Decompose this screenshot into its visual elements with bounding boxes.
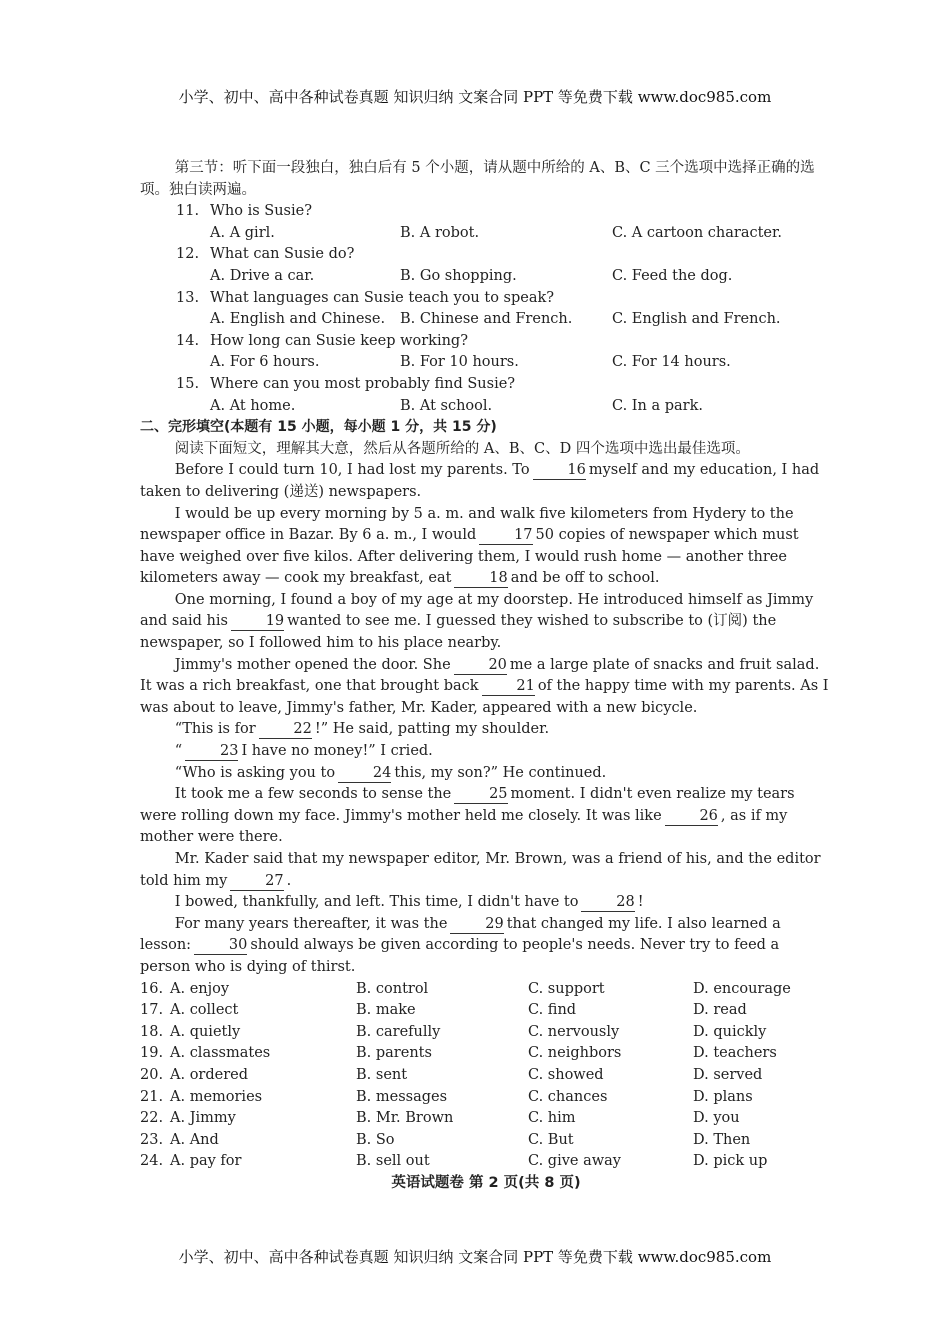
paragraph-8: It took me a few seconds to sense the 25 moment. I didn't even realize my tears were rolling down my face. Jimmy's mother held me closely. It was like 26 , as if my mother were there. [140, 786, 795, 846]
choice-row [140, 1065, 832, 1087]
blank-24[interactable]: 24 [338, 764, 391, 783]
choice-c[interactable]: C. support [528, 980, 605, 997]
choice-row [140, 1108, 832, 1130]
choice-a[interactable]: A. ordered [170, 1066, 249, 1083]
choice-row [140, 1130, 832, 1152]
site-banner-bottom: 小学、初中、高中各种试卷真题 知识归纳 文案合同 PPT 等免费下载 www.doc985.com [178, 1248, 772, 1266]
choice-number: 24. [140, 1153, 164, 1170]
option-a[interactable]: A. Drive a car. [210, 267, 315, 284]
choice-row [140, 1087, 832, 1109]
choice-c[interactable]: C. find [528, 1002, 577, 1019]
question-options [140, 352, 832, 374]
choice-b[interactable]: B. sell out [356, 1153, 430, 1170]
question-number: 13. [176, 289, 200, 306]
choice-b[interactable]: B. parents [356, 1045, 432, 1062]
choice-number: 16. [140, 980, 164, 997]
choice-b[interactable]: B. Mr. Brown [356, 1110, 454, 1127]
choice-c[interactable]: C. showed [528, 1066, 604, 1083]
choice-number: 20. [140, 1066, 164, 1083]
option-a[interactable]: A. English and Chinese. [210, 311, 386, 328]
choice-c[interactable]: C. neighbors [528, 1045, 622, 1062]
question-text: Who is Susie? [210, 203, 312, 220]
option-a[interactable]: A. For 6 hours. [210, 354, 320, 371]
cloze-choices [140, 979, 832, 1173]
paragraph-3: One morning, I found a boy of my age at my doorstep. He introduced himself as Jimmy and said his 19 wanted to see me. I guessed they wished to subscribe to (订阅) the newspaper, so I followed him to his place nearby. [140, 591, 814, 652]
choice-row [140, 1151, 832, 1173]
question-number: 14. [176, 332, 200, 349]
blank-26[interactable]: 26 [665, 807, 718, 826]
question-options [140, 223, 832, 245]
question-text: What languages can Susie teach you to speak? [210, 289, 555, 306]
blank-19[interactable]: 19 [231, 612, 284, 631]
paragraph-6: “ 23 I have no money!” I cried. [174, 743, 433, 760]
blank-30[interactable]: 30 [194, 936, 247, 955]
paragraph-4: Jimmy's mother opened the door. She 20 me a large plate of snacks and fruit salad. It was a rich breakfast, one that brought back 21 of the happy time with my parents. As I was about to leave, Jimmy's father, Mr. Kader, appeared with a new bicycle. [140, 656, 829, 716]
choice-a[interactable]: A. quietly [170, 1023, 241, 1040]
choice-a[interactable]: A. memories [170, 1088, 263, 1105]
choice-row [140, 1043, 832, 1065]
choice-a[interactable]: A. collect [170, 1002, 239, 1019]
paragraph-11: For many years thereafter, it was the 29 that changed my life. I also learned a lesson: 30 should always be given according to people's needs. Never try to feed a person who is dying of thirst. [140, 915, 781, 975]
option-b[interactable]: B. For 10 hours. [400, 354, 519, 371]
choice-c[interactable]: C. chances [528, 1088, 608, 1105]
question-stem [140, 331, 832, 353]
option-b[interactable]: B. A robot. [400, 224, 480, 241]
blank-21[interactable]: 21 [482, 677, 535, 696]
choice-number: 18. [140, 1023, 164, 1040]
cloze-instruction: 阅读下面短文，理解其大意，然后从各题所给的 A、B、C、D 四个选项中选出最佳选项。 [174, 440, 750, 457]
question-stem [140, 201, 832, 223]
choice-number: 17. [140, 1002, 164, 1019]
choice-d[interactable]: D. read [693, 1002, 747, 1019]
question-options [140, 266, 832, 288]
choice-c[interactable]: C. give away [528, 1153, 621, 1170]
question-number: 11. [176, 203, 200, 220]
question-number: 12. [176, 246, 200, 263]
choice-d[interactable]: D. you [693, 1110, 740, 1127]
option-b[interactable]: B. At school. [400, 397, 493, 414]
blank-23[interactable]: 23 [185, 742, 238, 761]
choice-b[interactable]: B. messages [356, 1088, 448, 1105]
question-text: How long can Susie keep working? [210, 332, 468, 349]
blank-22[interactable]: 22 [259, 720, 312, 739]
choice-a[interactable]: A. classmates [170, 1045, 271, 1062]
choice-row [140, 1000, 832, 1022]
blank-17[interactable]: 17 [479, 526, 532, 545]
question-options [140, 309, 832, 331]
option-a[interactable]: A. A girl. [210, 224, 275, 241]
choice-d[interactable]: D. pick up [693, 1153, 768, 1170]
question-options [140, 396, 832, 418]
paragraph-2: I would be up every morning by 5 a. m. and walk five kilometers from Hydery to the newspaper office in Bazar. By 6 a. m., I would 17 50 copies of newspaper which must have weighed over five kilos. After delivering them, I would rush home — another three kilometers away — cook my breakfast, eat 18 and be off to school. [140, 505, 799, 587]
choice-d[interactable]: D. encourage [693, 980, 791, 997]
choice-row [140, 1022, 832, 1044]
choice-b[interactable]: B. make [356, 1002, 416, 1019]
choice-number: 22. [140, 1110, 164, 1127]
listening-questions [140, 201, 832, 417]
paragraph-1: Before I could turn 10, I had lost my parents. To 16 myself and my education, I had taken to delivering (递送) newspapers. [140, 462, 820, 500]
choice-c[interactable]: C. him [528, 1110, 576, 1127]
option-a[interactable]: A. At home. [210, 397, 296, 414]
blank-27[interactable]: 27 [230, 872, 283, 891]
choice-c[interactable]: C. nervously [528, 1023, 620, 1040]
choice-number: 19. [140, 1045, 164, 1062]
choice-row [140, 979, 832, 1001]
blank-16[interactable]: 16 [533, 461, 586, 480]
blank-18[interactable]: 18 [454, 569, 507, 588]
option-c[interactable]: C. For 14 hours. [612, 354, 731, 371]
question-stem [140, 288, 832, 310]
choice-a[interactable]: A. And [170, 1131, 219, 1148]
question-number: 15. [176, 375, 200, 392]
choice-number: 23. [140, 1131, 164, 1148]
choice-b[interactable]: B. So [356, 1131, 395, 1148]
choice-b[interactable]: B. control [356, 980, 429, 997]
option-c[interactable]: C. In a park. [612, 397, 703, 414]
option-b[interactable]: B. Chinese and French. [400, 311, 573, 328]
paragraph-5: “This is for 22 !” He said, patting my shoulder. [174, 721, 550, 738]
choice-b[interactable]: B. carefully [356, 1023, 441, 1040]
paragraph-10: I bowed, thankfully, and left. This time, I didn't have to 28 ! [174, 894, 644, 911]
listening-instruction: 第三节：听下面一段独白，独白后有 5 个小题，请从题中所给的 A、B、C 三个选项中选择正确的选项。独白读两遍。 [140, 160, 815, 198]
exam-page [140, 158, 832, 1195]
choice-a[interactable]: A. pay for [170, 1153, 242, 1170]
choice-a[interactable]: A. Jimmy [170, 1110, 236, 1127]
choice-c[interactable]: C. But [528, 1131, 574, 1148]
blank-20[interactable]: 20 [454, 656, 507, 675]
paragraph-7: “Who is asking you to 24 this, my son?” He continued. [174, 764, 607, 781]
question-text: What can Susie do? [210, 246, 355, 263]
choice-d[interactable]: D. teachers [693, 1045, 777, 1062]
question-text: Where can you most probably find Susie? [210, 375, 516, 392]
option-c[interactable]: C. Feed the dog. [612, 267, 733, 284]
cloze-title: 二、完形填空(本题有 15 小题，每小题 1 分，共 15 分) [140, 419, 497, 436]
choice-d[interactable]: D. quickly [693, 1023, 767, 1040]
site-banner-top: 小学、初中、高中各种试卷真题 知识归纳 文案合同 PPT 等免费下载 www.doc985.com [178, 88, 772, 106]
choice-b[interactable]: B. sent [356, 1066, 408, 1083]
blank-28[interactable]: 28 [581, 893, 634, 912]
option-c[interactable]: C. A cartoon character. [612, 224, 782, 241]
paragraph-9: Mr. Kader said that my newspaper editor, Mr. Brown, was a friend of his, and the editor told him my 27 . [140, 851, 821, 889]
question-stem [140, 244, 832, 266]
choice-d[interactable]: D. Then [693, 1131, 751, 1148]
option-b[interactable]: B. Go shopping. [400, 267, 517, 284]
choice-d[interactable]: D. plans [693, 1088, 753, 1105]
page-footer: 英语试题卷 第 2 页(共 8 页) [391, 1174, 581, 1191]
choice-number: 21. [140, 1088, 164, 1105]
choice-a[interactable]: A. enjoy [170, 980, 230, 997]
question-stem [140, 374, 832, 396]
blank-29[interactable]: 29 [450, 915, 503, 934]
choice-d[interactable]: D. served [693, 1066, 763, 1083]
option-c[interactable]: C. English and French. [612, 311, 781, 328]
blank-25[interactable]: 25 [454, 785, 507, 804]
